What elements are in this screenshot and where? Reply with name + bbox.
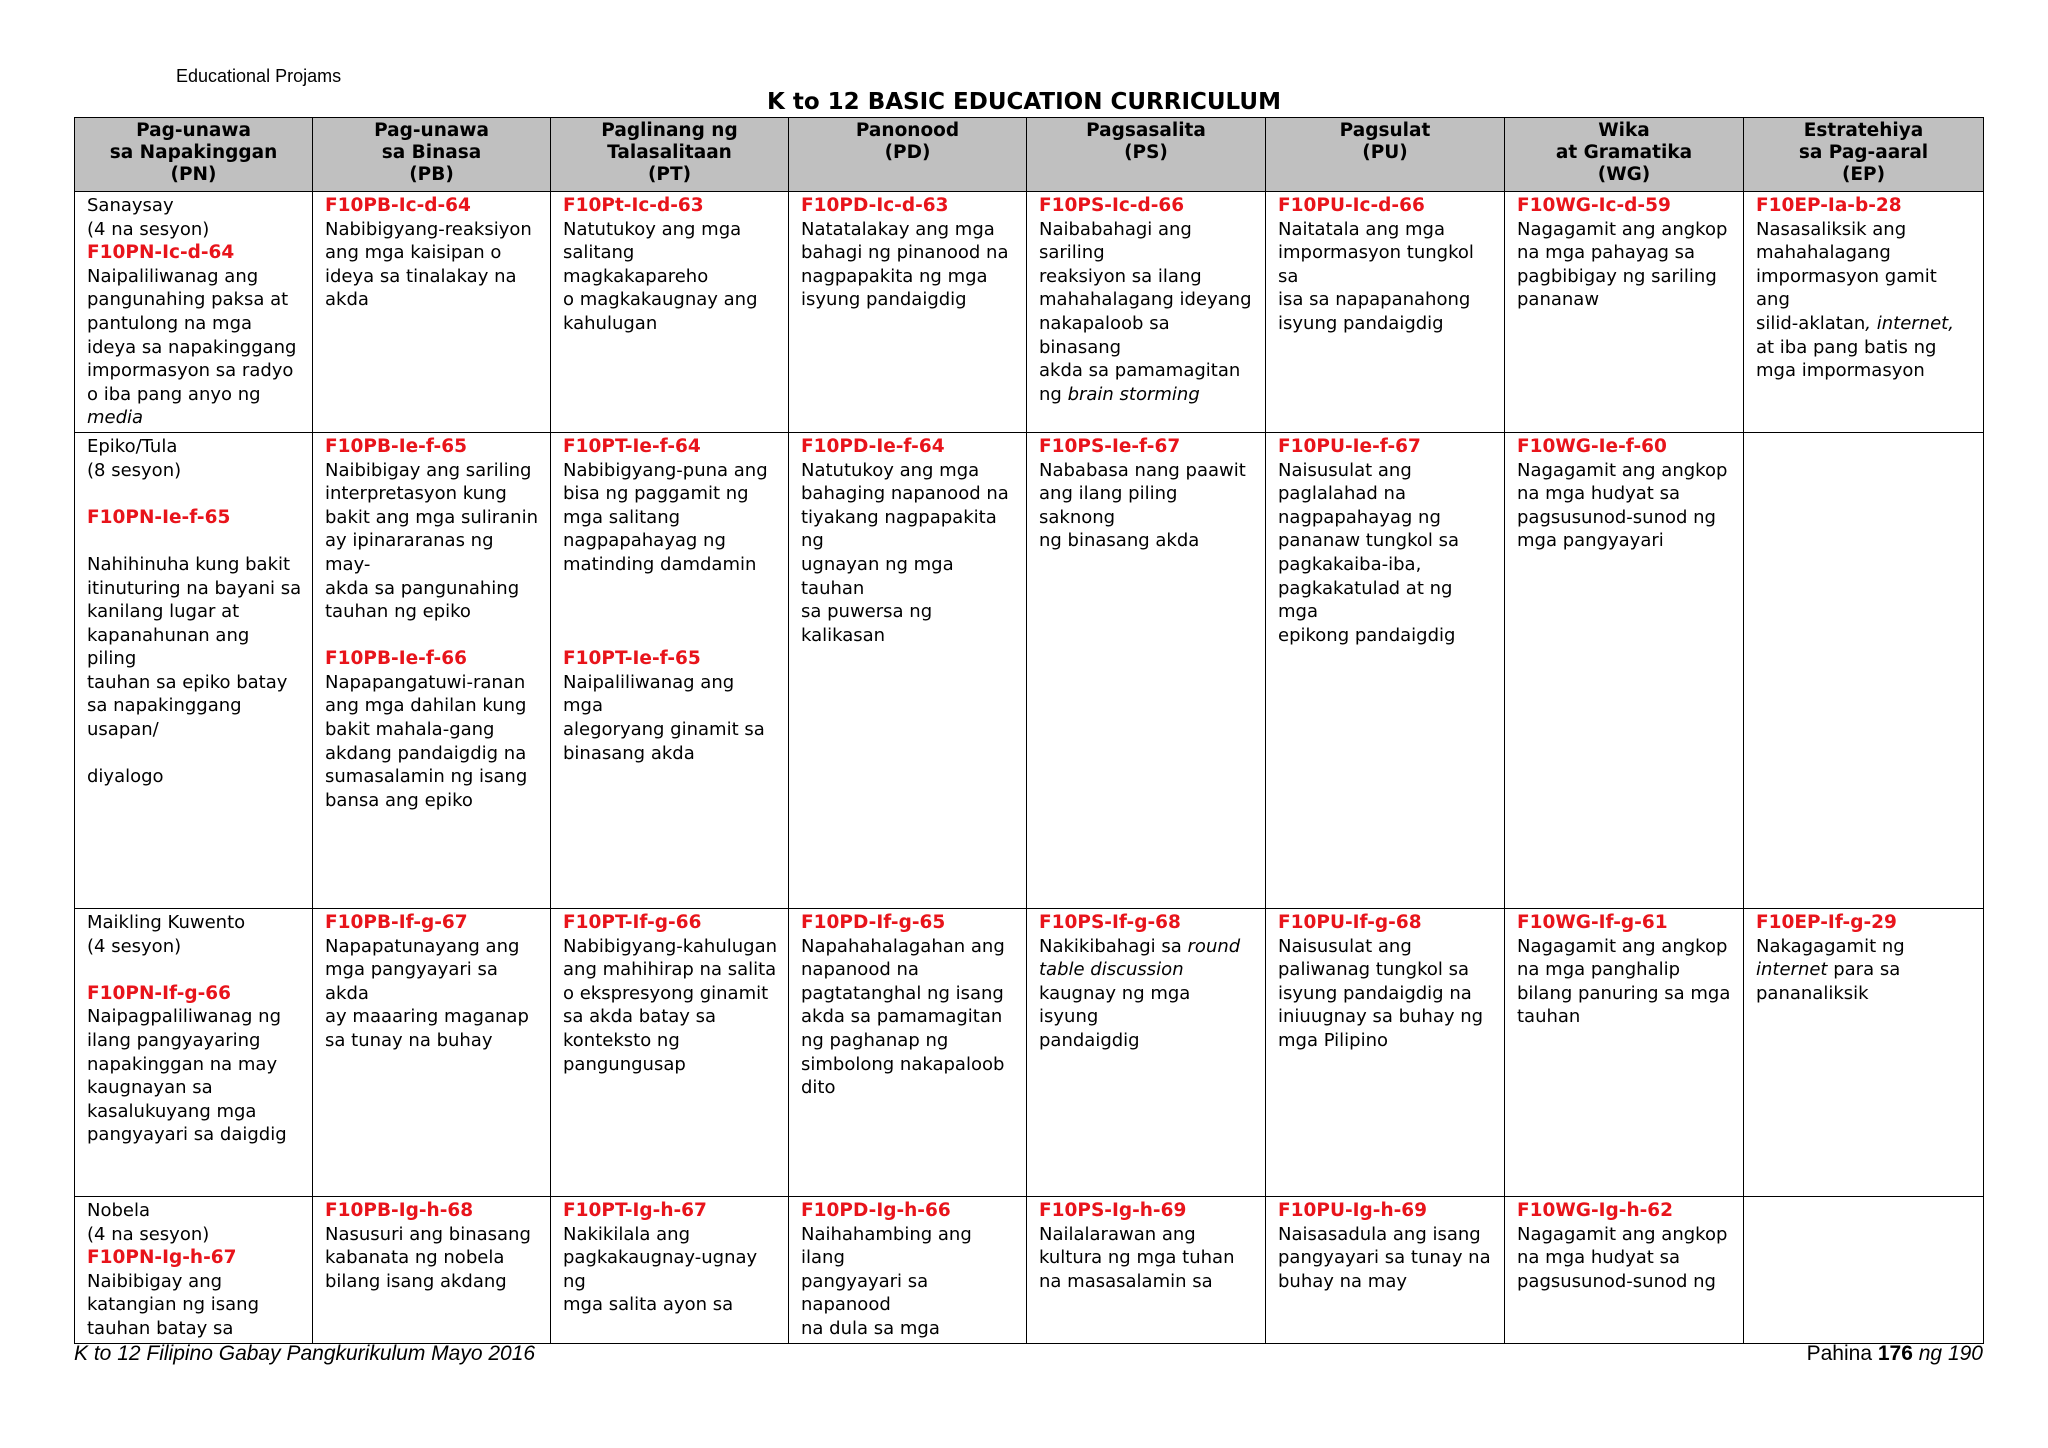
italic-term: table discussion <box>1039 959 1184 981</box>
table-cell-wg <box>1505 1196 1744 1343</box>
cell-text-line: pagsusunod-sunod ng <box>1517 1270 1716 1292</box>
cell-text-line: ideya sa tinalakay na <box>325 265 517 287</box>
table-cell-pu <box>1266 908 1505 1196</box>
cell-text-line <box>1039 383 1255 407</box>
column-header-line: sa Binasa <box>381 142 482 163</box>
cell-text-line: Nabibigyang-reaksiyon <box>325 218 532 240</box>
cell-text-line: Napapatunayang ang <box>325 935 520 957</box>
cell-text-line: Nahihinuha kung bakit <box>87 553 291 575</box>
cell-text-line: mga pangyayari sa akda <box>325 959 498 1004</box>
cell-text-line: Natutukoy ang mga <box>563 218 742 240</box>
cell-text-line: alegoryang ginamit sa <box>563 719 765 741</box>
cell-text-line <box>87 406 302 430</box>
column-header-line: Pagsulat <box>1339 120 1431 141</box>
footer-guide-label: K to 12 Filipino Gabay Pangkurikulum Mayo 2016 <box>74 1342 536 1365</box>
cell-text-line: Nababasa nang paawit <box>1039 459 1246 481</box>
column-header-line: (PT) <box>647 164 692 185</box>
cell-text-line <box>1756 958 1973 982</box>
cell-text-line: sumasalamin ng isang <box>325 766 528 788</box>
cell-text-line: pagkakaiba-iba, <box>1278 553 1422 575</box>
cell-text-line: Nagagamit ang angkop <box>1517 218 1728 240</box>
competency-code: F10PD-If-g-65 <box>801 911 946 933</box>
cell-text-line: mga impormasyon <box>1756 360 1925 382</box>
cell-text-line: Napapangatuwi-ranan <box>325 671 526 693</box>
table-cell-pb <box>313 1196 551 1343</box>
competency-code: F10PB-If-g-67 <box>325 911 468 933</box>
cell-text-line: akdang pandaigdig na <box>325 742 527 764</box>
competency-code: F10PT-Ig-h-67 <box>563 1199 707 1221</box>
italic-term: brain storming <box>1067 383 1200 405</box>
table-cell-ps <box>1027 192 1266 433</box>
cell-text-line: Nasasaliksik ang <box>1756 218 1907 240</box>
cell-text-line: Napahahalagahan ang <box>801 935 1005 957</box>
cell-text-line: sa napakinggang <box>87 695 242 717</box>
competency-code: F10Pt-Ic-d-63 <box>563 195 704 216</box>
column-header-line: Estratehiya <box>1803 120 1924 141</box>
cell-text-line: akda sa pamamagitan <box>801 1006 1003 1028</box>
cell-text-line: Naisasadula ang isang <box>1278 1223 1481 1245</box>
column-header-pb <box>313 118 551 192</box>
cell-text-line: Nobela <box>87 1199 151 1221</box>
column-header-line: Paglinang ng <box>601 120 738 141</box>
cell-text-line <box>1756 312 1973 336</box>
cell-text-line: Naipagpaliliwanag ng <box>87 1006 282 1028</box>
table-cell-wg <box>1505 908 1744 1196</box>
table-cell-pb <box>313 192 551 433</box>
cell-text-line: tiyakang nagpapakita ng <box>801 506 997 552</box>
cell-text-line: ang mga dahilan kung <box>325 695 527 717</box>
cell-text-line: pagtatanghal ng isang <box>801 982 1004 1004</box>
cell-text-line: o ekspresyong ginamit <box>563 982 769 1004</box>
table-cell-pd <box>789 432 1027 908</box>
competency-code: F10PU-Ic-d-66 <box>1278 195 1425 216</box>
cell-text-line: ugnayan ng mga tauhan <box>801 553 954 599</box>
cell-text-line: mga Pilipino <box>1278 1029 1389 1051</box>
cell-text-line: salitang magkakapareho <box>563 242 709 287</box>
competency-code: F10PN-Ic-d-64 <box>87 242 235 264</box>
cell-text-line: nagpapahayag ng <box>1278 506 1441 528</box>
cell-text-line: (4 na sesyon) <box>87 218 210 240</box>
cell-text-line: Natutukoy ang mga <box>801 459 980 481</box>
cell-text-line: Epiko/Tula <box>87 435 178 457</box>
column-header-line: (WG) <box>1597 164 1651 185</box>
cell-text-line: ang ilang piling saknong <box>1039 483 1178 528</box>
cell-text-line: Nabibigyang-puna ang <box>563 459 768 481</box>
spacer <box>563 600 778 624</box>
competency-code: F10PN-Ig-h-67 <box>87 1247 237 1269</box>
cell-text-line: na mga hudyat sa <box>1517 1247 1680 1269</box>
table-cell-pn <box>75 1196 313 1343</box>
cell-text-line: kapanahunan ang piling <box>87 624 250 670</box>
cell-text-line: interpretasyon kung <box>325 483 507 505</box>
cell-text-line: Maikling Kuwento <box>87 911 246 933</box>
cell-text-line: napanood na <box>801 959 919 981</box>
cell-text-line: bisa ng paggamit ng <box>563 483 749 505</box>
table-cell-ps <box>1027 908 1266 1196</box>
cell-text-line: impormasyon gamit ang <box>1756 265 1937 311</box>
cell-text-line: (8 sesyon) <box>87 459 182 481</box>
cell-text-line: na mga pahayag sa <box>1517 242 1696 264</box>
cell-text-line: Natatalakay ang mga <box>801 218 995 240</box>
cell-text-line: Nagagamit ang angkop <box>1517 935 1728 957</box>
cell-text-line: akda sa pamamagitan <box>1039 360 1241 382</box>
competency-code: F10WG-If-g-61 <box>1517 911 1668 933</box>
text-part: Nakikibahagi sa <box>1039 935 1188 957</box>
cell-text-line: pananaw <box>1517 289 1600 311</box>
cell-text-line: na mga hudyat sa <box>1517 483 1680 505</box>
competency-code: F10PU-If-g-68 <box>1278 911 1422 933</box>
cell-text-line: binasang akda <box>563 742 695 764</box>
column-header-line: (PB) <box>409 164 454 185</box>
cell-text-line: pangyayari sa tunay na <box>1278 1247 1491 1269</box>
cell-text-line: impormasyon sa radyo <box>87 360 294 382</box>
cell-text-line: isyung pandaigdig <box>1278 312 1444 334</box>
cell-text-line: na dula sa mga <box>801 1317 940 1339</box>
cell-text-line: Naipaliliwanag ang <box>87 265 259 287</box>
footer-page-word: Pahina <box>1806 1342 1873 1365</box>
spacer <box>325 624 540 648</box>
competency-code: F10PB-Ic-d-64 <box>325 195 471 216</box>
cell-text-line: konteksto ng <box>563 1029 680 1051</box>
spacer <box>87 529 302 553</box>
cell-text-line: mga salitang <box>563 506 681 528</box>
cell-text-line: kanilang lugar at <box>87 601 240 623</box>
column-header-pt <box>551 118 789 192</box>
competency-code: F10EP-If-g-29 <box>1756 911 1897 933</box>
column-header-pu <box>1266 118 1505 192</box>
cell-text-line: pananaw tungkol sa <box>1278 530 1460 552</box>
cell-text-line: Nagagamit ang angkop <box>1517 459 1728 481</box>
cell-text-line: akda sa pangunahing <box>325 577 520 599</box>
cell-text-line: pagkakaugnay-ugnay ng <box>563 1247 758 1292</box>
table-row <box>75 192 1984 433</box>
column-header-line: (PN) <box>170 164 217 185</box>
cell-text-line: simbolong nakapaloob <box>801 1053 1005 1075</box>
spacer <box>87 742 302 766</box>
cell-text-line: dito <box>801 1077 836 1099</box>
table-cell-pn <box>75 908 313 1196</box>
cell-text-line: Naibibigay ang <box>87 1270 223 1292</box>
competency-code: F10PS-If-g-68 <box>1039 911 1181 933</box>
cell-text-line: tauhan sa epiko batay <box>87 671 288 693</box>
competency-code: F10PD-Ie-f-64 <box>801 435 945 457</box>
cell-text-line: napakinggan na may <box>87 1053 278 1075</box>
cell-text-line: mahahalagang ideyang <box>1039 289 1252 311</box>
cell-text-line: pantulong na mga <box>87 312 253 334</box>
cell-text-line: diyalogo <box>87 766 164 788</box>
cell-text-line: itinuturing na bayani sa <box>87 577 302 599</box>
cell-text-line: usapan/ <box>87 719 159 741</box>
competency-code: F10PD-Ig-h-66 <box>801 1199 951 1221</box>
cell-text-line: impormasyon tungkol sa <box>1278 242 1474 287</box>
cell-text-line: ay ipinararanas ng may- <box>325 530 494 575</box>
table-cell-pb <box>313 908 551 1196</box>
italic-term: media <box>87 407 144 429</box>
cell-text-line: bansa ang epiko <box>325 789 473 811</box>
cell-text-line: nagpapahayag ng <box>563 530 726 552</box>
cell-text-line <box>1039 935 1255 959</box>
table-cell-pb <box>313 432 551 908</box>
column-header-line: (PD) <box>884 142 931 163</box>
column-header-line: (EP) <box>1841 164 1886 185</box>
column-header-line: at Gramatika <box>1555 142 1693 163</box>
table-cell-pd <box>789 908 1027 1196</box>
cell-text-line: pagsusunod-sunod ng <box>1517 506 1716 528</box>
cell-text-line: ng binasang akda <box>1039 530 1200 552</box>
italic-term: internet <box>1756 959 1828 981</box>
cell-text-line: kahulugan <box>563 312 658 334</box>
cell-text-line: bakit mahala-gang <box>325 719 495 741</box>
column-header-pn <box>75 118 313 192</box>
competency-code: F10PN-If-g-66 <box>87 982 232 1004</box>
column-header-wg <box>1505 118 1744 192</box>
competency-code: F10WG-Ie-f-60 <box>1517 435 1667 457</box>
cell-text-line: bilang isang akdang <box>325 1270 507 1292</box>
cell-text-line: tauhan <box>1517 1006 1581 1028</box>
cell-text-line: o iba pang anyo ng <box>87 383 261 405</box>
competency-code: F10WG-Ig-h-62 <box>1517 1199 1674 1221</box>
italic-term: , internet, <box>1865 312 1954 334</box>
table-cell-ep <box>1744 1196 1984 1343</box>
cell-text-line: iniuugnay sa buhay ng <box>1278 1006 1484 1028</box>
column-header-line: Pag-unawa <box>374 120 489 141</box>
cell-text-line: ay maaaring maganap <box>325 1006 529 1028</box>
cell-text-line: na mga panghalip <box>1517 959 1681 981</box>
spacer <box>563 624 778 648</box>
column-header-line: Pag-unawa <box>136 120 251 141</box>
spacer <box>87 958 302 982</box>
table-cell-ep <box>1744 192 1984 433</box>
table-row <box>75 432 1984 908</box>
text-part: ng <box>1039 383 1068 405</box>
text-part: silid-aklatan <box>1756 312 1866 334</box>
cell-text-line: Naibibigay ang sariling <box>325 459 532 481</box>
table-cell-pn <box>75 432 313 908</box>
cell-text-line: Naitatala ang mga <box>1278 218 1446 240</box>
cell-text-line: ang mahihirap na salita <box>563 959 777 981</box>
cell-text-line: ng paghanap ng <box>801 1029 949 1051</box>
competency-code: F10WG-Ic-d-59 <box>1517 195 1671 216</box>
cell-text-line: katangian ng isang <box>87 1294 260 1316</box>
cell-text-line: pangyayari sa napanood <box>801 1270 929 1316</box>
cell-text-line: ideya sa napakinggang <box>87 336 297 358</box>
competency-code: F10PU-Ie-f-67 <box>1278 435 1421 457</box>
cell-text-line: isyung pandaigdig <box>801 289 967 311</box>
cell-text-line: pananaliksik <box>1756 982 1869 1004</box>
competency-code: F10PN-Ie-f-65 <box>87 506 231 528</box>
spacer <box>563 577 778 601</box>
cell-text-line: Nasusuri ang binasang <box>325 1223 531 1245</box>
cell-text-line: Naisusulat ang <box>1278 459 1412 481</box>
competency-code: F10PB-Ig-h-68 <box>325 1199 474 1221</box>
competency-code: F10PS-Ic-d-66 <box>1039 195 1185 216</box>
footer-page-number <box>1807 1342 1983 1366</box>
table-cell-ps <box>1027 432 1266 908</box>
table-cell-pd <box>789 192 1027 433</box>
cell-text-line: pandaigdig <box>1039 1029 1140 1051</box>
header-note: Educational Projams <box>176 66 342 86</box>
column-header-line: sa Napakinggan <box>109 142 278 163</box>
cell-text-line: na masasalamin sa <box>1039 1270 1213 1292</box>
table-cell-pt <box>551 1196 789 1343</box>
cell-text-line: paglalahad na <box>1278 483 1406 505</box>
competency-code: F10PD-Ic-d-63 <box>801 195 949 216</box>
cell-text-line: Nagagamit ang angkop <box>1517 1223 1728 1245</box>
table-cell-wg <box>1505 432 1744 908</box>
column-header-line: Talasalitaan <box>607 142 732 163</box>
cell-text-line <box>1039 958 1255 982</box>
cell-text-line: akda <box>325 289 369 311</box>
competency-code: F10PS-Ig-h-69 <box>1039 1199 1187 1221</box>
cell-text-line: ilang pangyayaring <box>87 1029 261 1051</box>
cell-text-line: Nakagagamit ng <box>1756 935 1905 957</box>
cell-text-line: Nakikilala ang <box>563 1223 690 1245</box>
column-header-ep <box>1744 118 1984 192</box>
cell-text-line: Naihahambing ang ilang <box>801 1223 972 1269</box>
cell-text-line: reaksiyon sa ilang <box>1039 265 1202 287</box>
competency-code: F10PU-Ig-h-69 <box>1278 1199 1428 1221</box>
cell-text-line: (4 sesyon) <box>87 935 182 957</box>
cell-text-line: pangyayari sa daigdig <box>87 1124 287 1146</box>
column-header-line: Pagsasalita <box>1086 120 1206 141</box>
cell-text-line: Naipaliliwanag ang mga <box>563 671 735 717</box>
cell-text-line: bilang panuring sa mga <box>1517 982 1731 1004</box>
cell-text-line: mahahalagang <box>1756 242 1891 264</box>
cell-text-line: sa tunay na buhay <box>325 1029 493 1051</box>
cell-text-line: pangungusap <box>563 1053 686 1075</box>
cell-text-line: isyung pandaigdig na <box>1278 982 1472 1004</box>
column-header-line: (PU) <box>1362 142 1408 163</box>
column-header-ps <box>1027 118 1266 192</box>
cell-text-line: (4 na sesyon) <box>87 1223 210 1245</box>
cell-text-line: tauhan batay sa <box>87 1317 234 1339</box>
cell-text-line: epikong pandaigdig <box>1278 624 1456 646</box>
table-cell-ep <box>1744 432 1984 908</box>
cell-text-line: pagbibigay ng sariling <box>1517 265 1717 287</box>
table-row <box>75 908 1984 1196</box>
table-row <box>75 1196 1984 1343</box>
cell-text-line: ang mga kaisipan o <box>325 242 502 264</box>
cell-text-line: Sanaysay <box>87 195 174 216</box>
cell-text-line: matinding damdamin <box>563 553 757 575</box>
competency-code: F10PB-Ie-f-66 <box>325 648 467 670</box>
competency-code: F10PT-If-g-66 <box>563 911 702 933</box>
column-header-line: (PS) <box>1124 142 1168 163</box>
cell-text-line: mga pangyayari <box>1517 530 1664 552</box>
table-cell-pu <box>1266 192 1505 433</box>
column-header-line: Panonood <box>855 120 960 141</box>
table-cell-pu <box>1266 1196 1505 1343</box>
table-cell-pt <box>551 192 789 433</box>
competency-code: F10PT-Ie-f-65 <box>563 648 701 670</box>
cell-text-line: pagkakatulad at ng mga <box>1278 577 1453 623</box>
competency-code: F10PS-Ie-f-67 <box>1039 435 1181 457</box>
cell-text-line: bahaging napanood na <box>801 483 1009 505</box>
table-cell-ep <box>1744 908 1984 1196</box>
cell-text-line: tauhan ng epiko <box>325 601 471 623</box>
cell-text-line: kasalukuyang mga <box>87 1100 257 1122</box>
cell-text-line: kaugnay ng mga isyung <box>1039 982 1191 1028</box>
competency-code: F10EP-Ia-b-28 <box>1756 195 1902 216</box>
page-title: K to 12 BASIC EDUCATION CURRICULUM <box>767 89 1281 115</box>
column-header-line: Wika <box>1598 120 1650 141</box>
italic-term: round <box>1187 935 1241 957</box>
cell-text-line: isa sa napapanahong <box>1278 289 1471 311</box>
cell-text-line: sa puwersa ng kalikasan <box>801 601 933 646</box>
cell-text-line: kultura ng mga tuhan <box>1039 1247 1235 1269</box>
table-cell-pt <box>551 908 789 1196</box>
competency-code: F10PB-Ie-f-65 <box>325 435 467 457</box>
footer-page-current: 176 <box>1877 1342 1913 1365</box>
cell-text-line: Nailalarawan ang <box>1039 1223 1196 1245</box>
cell-text-line: Naibabahagi ang sariling <box>1039 218 1192 264</box>
spacer <box>87 482 302 506</box>
cell-text-line: kaugnayan sa <box>87 1077 213 1099</box>
competency-code: F10PT-Ie-f-64 <box>563 435 701 457</box>
header-row <box>75 118 1984 192</box>
cell-text-line: Nabibigyang-kahulugan <box>563 935 778 957</box>
table-cell-pd <box>789 1196 1027 1343</box>
curriculum-table <box>74 117 1984 1344</box>
column-header-line: sa Pag-aaral <box>1798 142 1929 163</box>
cell-text-line: nakapaloob sa binasang <box>1039 312 1170 358</box>
cell-text-line: mga salita ayon sa <box>563 1294 734 1316</box>
cell-text-line: kabanata ng nobela <box>325 1247 505 1269</box>
footer-of-word: ng <box>1918 1342 1943 1365</box>
cell-text-line: bahagi ng pinanood na <box>801 242 1009 264</box>
cell-text-line: o magkakaugnay ang <box>563 289 758 311</box>
cell-text-line: buhay na may <box>1278 1270 1408 1292</box>
table-cell-wg <box>1505 192 1744 433</box>
cell-text-line: paliwanag tungkol sa <box>1278 959 1470 981</box>
cell-text-line: sa akda batay sa <box>563 1006 717 1028</box>
table-cell-pu <box>1266 432 1505 908</box>
table-cell-pn <box>75 192 313 433</box>
cell-text-line: bakit ang mga suliranin <box>325 506 538 528</box>
table-cell-ps <box>1027 1196 1266 1343</box>
text-part: para sa <box>1827 959 1901 981</box>
cell-text-line: Naisusulat ang <box>1278 935 1412 957</box>
cell-text-line: nagpapakita ng mga <box>801 265 988 287</box>
column-header-pd <box>789 118 1027 192</box>
cell-text-line: at iba pang batis ng <box>1756 336 1937 358</box>
table-cell-pt <box>551 432 789 908</box>
footer-page-total: 190 <box>1947 1342 1983 1365</box>
cell-text-line: pangunahing paksa at <box>87 289 289 311</box>
